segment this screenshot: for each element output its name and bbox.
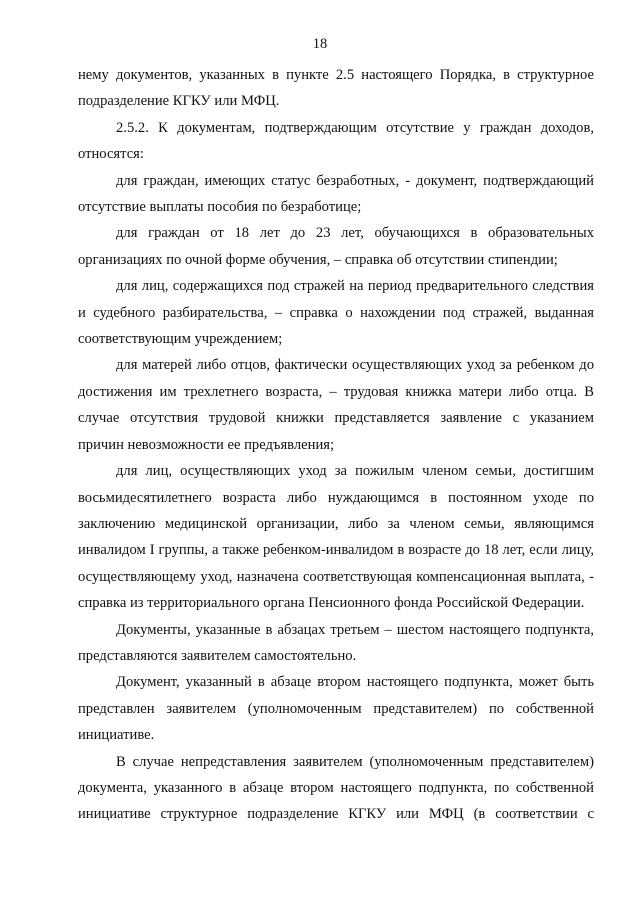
document-body — [78, 62, 594, 828]
paragraph-detained: для лиц, содержащихся под стражей на период предварительного следствия и судебного разбирательства, – справка о нахождении под стражей, выданная соответствующим учреждением; — [78, 278, 594, 348]
paragraph-parents: для матерей либо отцов, фактически осуществляющих уход за ребенком до достижения им трехлетнего возраста, – трудовая книжка матери либо отца. В случае отсутствия трудовой книжки представляется заявление с указанием причин невозможности ее предъявления; — [78, 357, 594, 453]
page-number: 18 — [312, 36, 328, 52]
paragraph-2-5-2: 2.5.2. К документам, подтверждающим отсутствие у граждан доходов, относятся: — [78, 119, 594, 163]
paragraph-unemployed: для граждан, имеющих статус безработных, - документ, подтверждающий отсутствие выплаты пособия по безработице; — [78, 172, 594, 216]
paragraph-caregivers: для лиц, осуществляющих уход за пожилым членом семьи, достигшим восьмидесятилетнего возраста либо нуждающимся в постоянном уходе по заключению медицинской организации, либо за членом семьи, являющимся инвалидом I группы, а также ребенком-инвалидом в возрасте до 18 лет, если лицу, осуществляющему уход, назначена соответствующая компенсационная выплата, - справка из территориального органа Пенсионного фонда Российской Федерации. — [78, 463, 594, 612]
paragraph-non-submission: В случае непредставления заявителем (уполномоченным представителем) документа, указанного в абзаце втором настоящего подпункта, по собственной инициативе структурное подразделение КГКУ или МФЦ (в соответствии с — [78, 753, 594, 823]
paragraph-continuation: нему документов, указанных в пункте 2.5 настоящего Порядка, в структурное подразделение КГКУ или МФЦ. — [78, 67, 594, 110]
paragraph-students: для граждан от 18 лет до 23 лет, обучающихся в образовательных организациях по очной форме обучения, – справка об отсутствии стипендии; — [78, 225, 594, 268]
paragraph-documents-self: Документы, указанные в абзацах третьем – шестом настоящего подпункта, представляются заявителем самостоятельно. — [78, 621, 594, 664]
paragraph-document-initiative: Документ, указанный в абзаце втором настоящего подпункта, может быть представлен заявителем (уполномоченным представителем) по собственной инициативе. — [78, 674, 594, 744]
